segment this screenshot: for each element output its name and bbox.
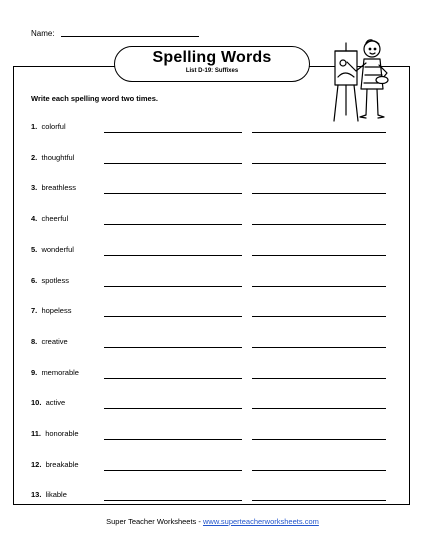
spelling-row (0, 276, 425, 290)
word-text: breathless (41, 183, 77, 193)
writing-line-first[interactable] (104, 255, 242, 256)
spelling-word (31, 245, 74, 254)
spelling-row (0, 337, 425, 351)
spelling-word (31, 398, 65, 407)
writing-line-first[interactable] (104, 286, 242, 287)
writing-line-second[interactable] (252, 439, 386, 440)
word-number: 4. (31, 214, 38, 224)
word-text: honorable (45, 429, 79, 438)
spelling-word (31, 153, 74, 162)
word-text: cheerful (41, 214, 69, 224)
spelling-word (31, 337, 68, 346)
writing-line-first[interactable] (104, 224, 242, 225)
spelling-word (31, 214, 68, 223)
word-text: active (45, 398, 66, 408)
word-number: 2. (31, 152, 38, 162)
word-number: 5. (31, 244, 38, 254)
word-text: likable (45, 490, 67, 500)
word-number: 8. (31, 336, 38, 346)
word-number: 9. (31, 367, 38, 377)
spelling-row (0, 490, 425, 504)
page-title: Spelling Words (152, 49, 272, 66)
word-text: memorable (41, 367, 79, 377)
footer-link[interactable]: www.superteacherworksheets.com (202, 517, 319, 526)
writing-line-second[interactable] (252, 316, 386, 317)
spelling-word (31, 183, 76, 192)
spelling-row (0, 429, 425, 443)
word-text: thoughtful (41, 152, 75, 162)
spelling-row (0, 153, 425, 167)
writing-line-first[interactable] (104, 500, 242, 501)
writing-line-first[interactable] (104, 347, 242, 348)
word-text: wonderful (41, 244, 74, 254)
writing-line-second[interactable] (252, 408, 386, 409)
spelling-row (0, 122, 425, 136)
footer (0, 517, 425, 526)
spelling-word (31, 490, 67, 499)
name-line[interactable] (61, 36, 199, 37)
word-text: colorful (41, 122, 66, 131)
spelling-row (0, 398, 425, 412)
writing-line-second[interactable] (252, 500, 386, 501)
child-at-easel-painting-icon (332, 33, 392, 125)
spelling-row (0, 245, 425, 259)
word-number: 3. (31, 183, 38, 193)
word-number: 10. (31, 398, 42, 408)
writing-line-second[interactable] (252, 224, 386, 225)
title-box (114, 46, 310, 82)
spelling-row (0, 183, 425, 197)
spelling-word (31, 368, 79, 377)
writing-line-first[interactable] (104, 378, 242, 379)
spelling-word (31, 122, 66, 131)
writing-line-first[interactable] (104, 132, 242, 133)
word-text: spotless (41, 275, 69, 285)
writing-line-first[interactable] (104, 470, 242, 471)
word-number: 6. (31, 275, 38, 285)
word-number: 12. (31, 459, 42, 469)
word-text: creative (41, 336, 68, 346)
spelling-word (31, 429, 79, 438)
writing-line-second[interactable] (252, 286, 386, 287)
writing-line-first[interactable] (104, 316, 242, 317)
word-text: breakable (45, 459, 79, 469)
writing-line-second[interactable] (252, 378, 386, 379)
spelling-word (31, 460, 79, 469)
page-subtitle: List D-19: Suffixes (185, 68, 239, 74)
word-number: 11. (31, 429, 42, 438)
writing-line-second[interactable] (252, 193, 386, 194)
instructions: Write each spelling word two times. (31, 94, 158, 103)
name-label: Name: (31, 29, 55, 38)
footer-text: Super Teacher Worksheets - (106, 517, 203, 526)
writing-line-second[interactable] (252, 470, 386, 471)
writing-line-first[interactable] (104, 193, 242, 194)
spelling-row (0, 460, 425, 474)
writing-line-first[interactable] (104, 439, 242, 440)
word-number: 13. (31, 490, 42, 500)
spelling-word (31, 276, 69, 285)
spelling-row (0, 306, 425, 320)
writing-line-first[interactable] (104, 408, 242, 409)
word-number: 7. (31, 306, 38, 316)
writing-line-second[interactable] (252, 347, 386, 348)
writing-line-second[interactable] (252, 163, 386, 164)
spelling-row (0, 214, 425, 228)
name-row (31, 29, 55, 38)
writing-line-second[interactable] (252, 132, 386, 133)
writing-line-first[interactable] (104, 163, 242, 164)
spelling-row (0, 368, 425, 382)
spelling-word (31, 306, 71, 315)
writing-line-second[interactable] (252, 255, 386, 256)
word-number: 1. (31, 122, 38, 131)
word-text: hopeless (41, 306, 72, 316)
